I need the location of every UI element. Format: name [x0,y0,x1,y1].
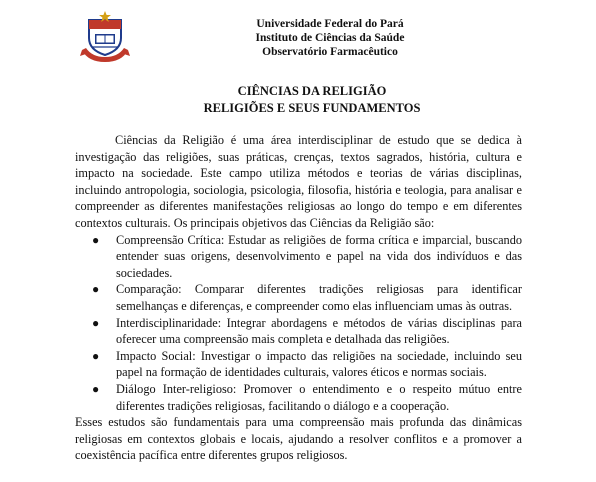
bullet-icon: ● [92,282,100,297]
list-item-text: Compreensão Crítica: Estudar as religiões de forma crítica e imparcial, buscando entender suas origens, desenvolvimento e papel na vida dos indivíduos e das sociedades. [116,232,522,280]
conclusion-paragraph: Esses estudos são fundamentais para uma compreensão mais profunda das dinâmicas religiosas em contextos globais e locais, ajudando a resolver conflitos e a promover a coexistência pacífica entre diferentes grupos religiosos. [75,415,522,463]
document-body [75,132,522,464]
intro-paragraph: Ciências da Religião é uma área interdisciplinar de estudo que se dedica à investigação das religiões, suas práticas, crenças, textos sagrados, história, cultura e impacto na sociedade. Este campo utiliza métodos e teorias de várias disciplinas, incluindo antropologia, sociologia, psicologia, filosofia, história e teologia, para analisar e compreender as diferentes manifestações religiosas ao longo do tempo e em diferentes contextos culturais. Os principais objetivos das Ciências da Religião são: [75,133,522,230]
institute-name: Instituto de Ciências da Saúde [255,32,405,44]
list-item [75,315,522,348]
list-item [75,348,522,381]
title-line-2: RELIGIÕES E SEUS FUNDAMENTOS [203,101,421,115]
observatory-name: Observatório Farmacêutico [262,46,398,58]
university-crest-icon [80,10,130,68]
bullet-icon: ● [92,232,100,247]
bullet-icon: ● [92,348,100,363]
list-item [75,381,522,414]
list-item-text: Diálogo Inter-religioso: Promover o entendimento e o respeito mútuo entre diferentes tradições religiosas, facilitando o diálogo e a cooperação. [116,381,522,413]
list-item [75,232,522,282]
list-item [75,281,522,314]
document-title [0,83,596,117]
bullet-icon: ● [92,315,100,330]
bullet-icon: ● [92,381,100,396]
institution-header [180,17,480,59]
list-item-text: Impacto Social: Investigar o impacto das religiões na sociedade, incluindo seu papel na formação de identidades culturais, valores éticos e normas sociais. [116,348,522,380]
list-item-text: Comparação: Comparar diferentes tradições religiosas para identificar semelhanças e diferenças, e compreender como elas influenciam umas às outras. [116,282,522,313]
objectives-list [75,232,522,415]
university-name: Universidade Federal do Pará [256,18,404,30]
title-line-1: CIÊNCIAS DA RELIGIÃO [237,84,387,98]
list-item-text: Interdisciplinaridade: Integrar abordagens e métodos de várias disciplinas para oferecer uma compreensão mais completa e detalhada das religiões. [116,315,522,347]
